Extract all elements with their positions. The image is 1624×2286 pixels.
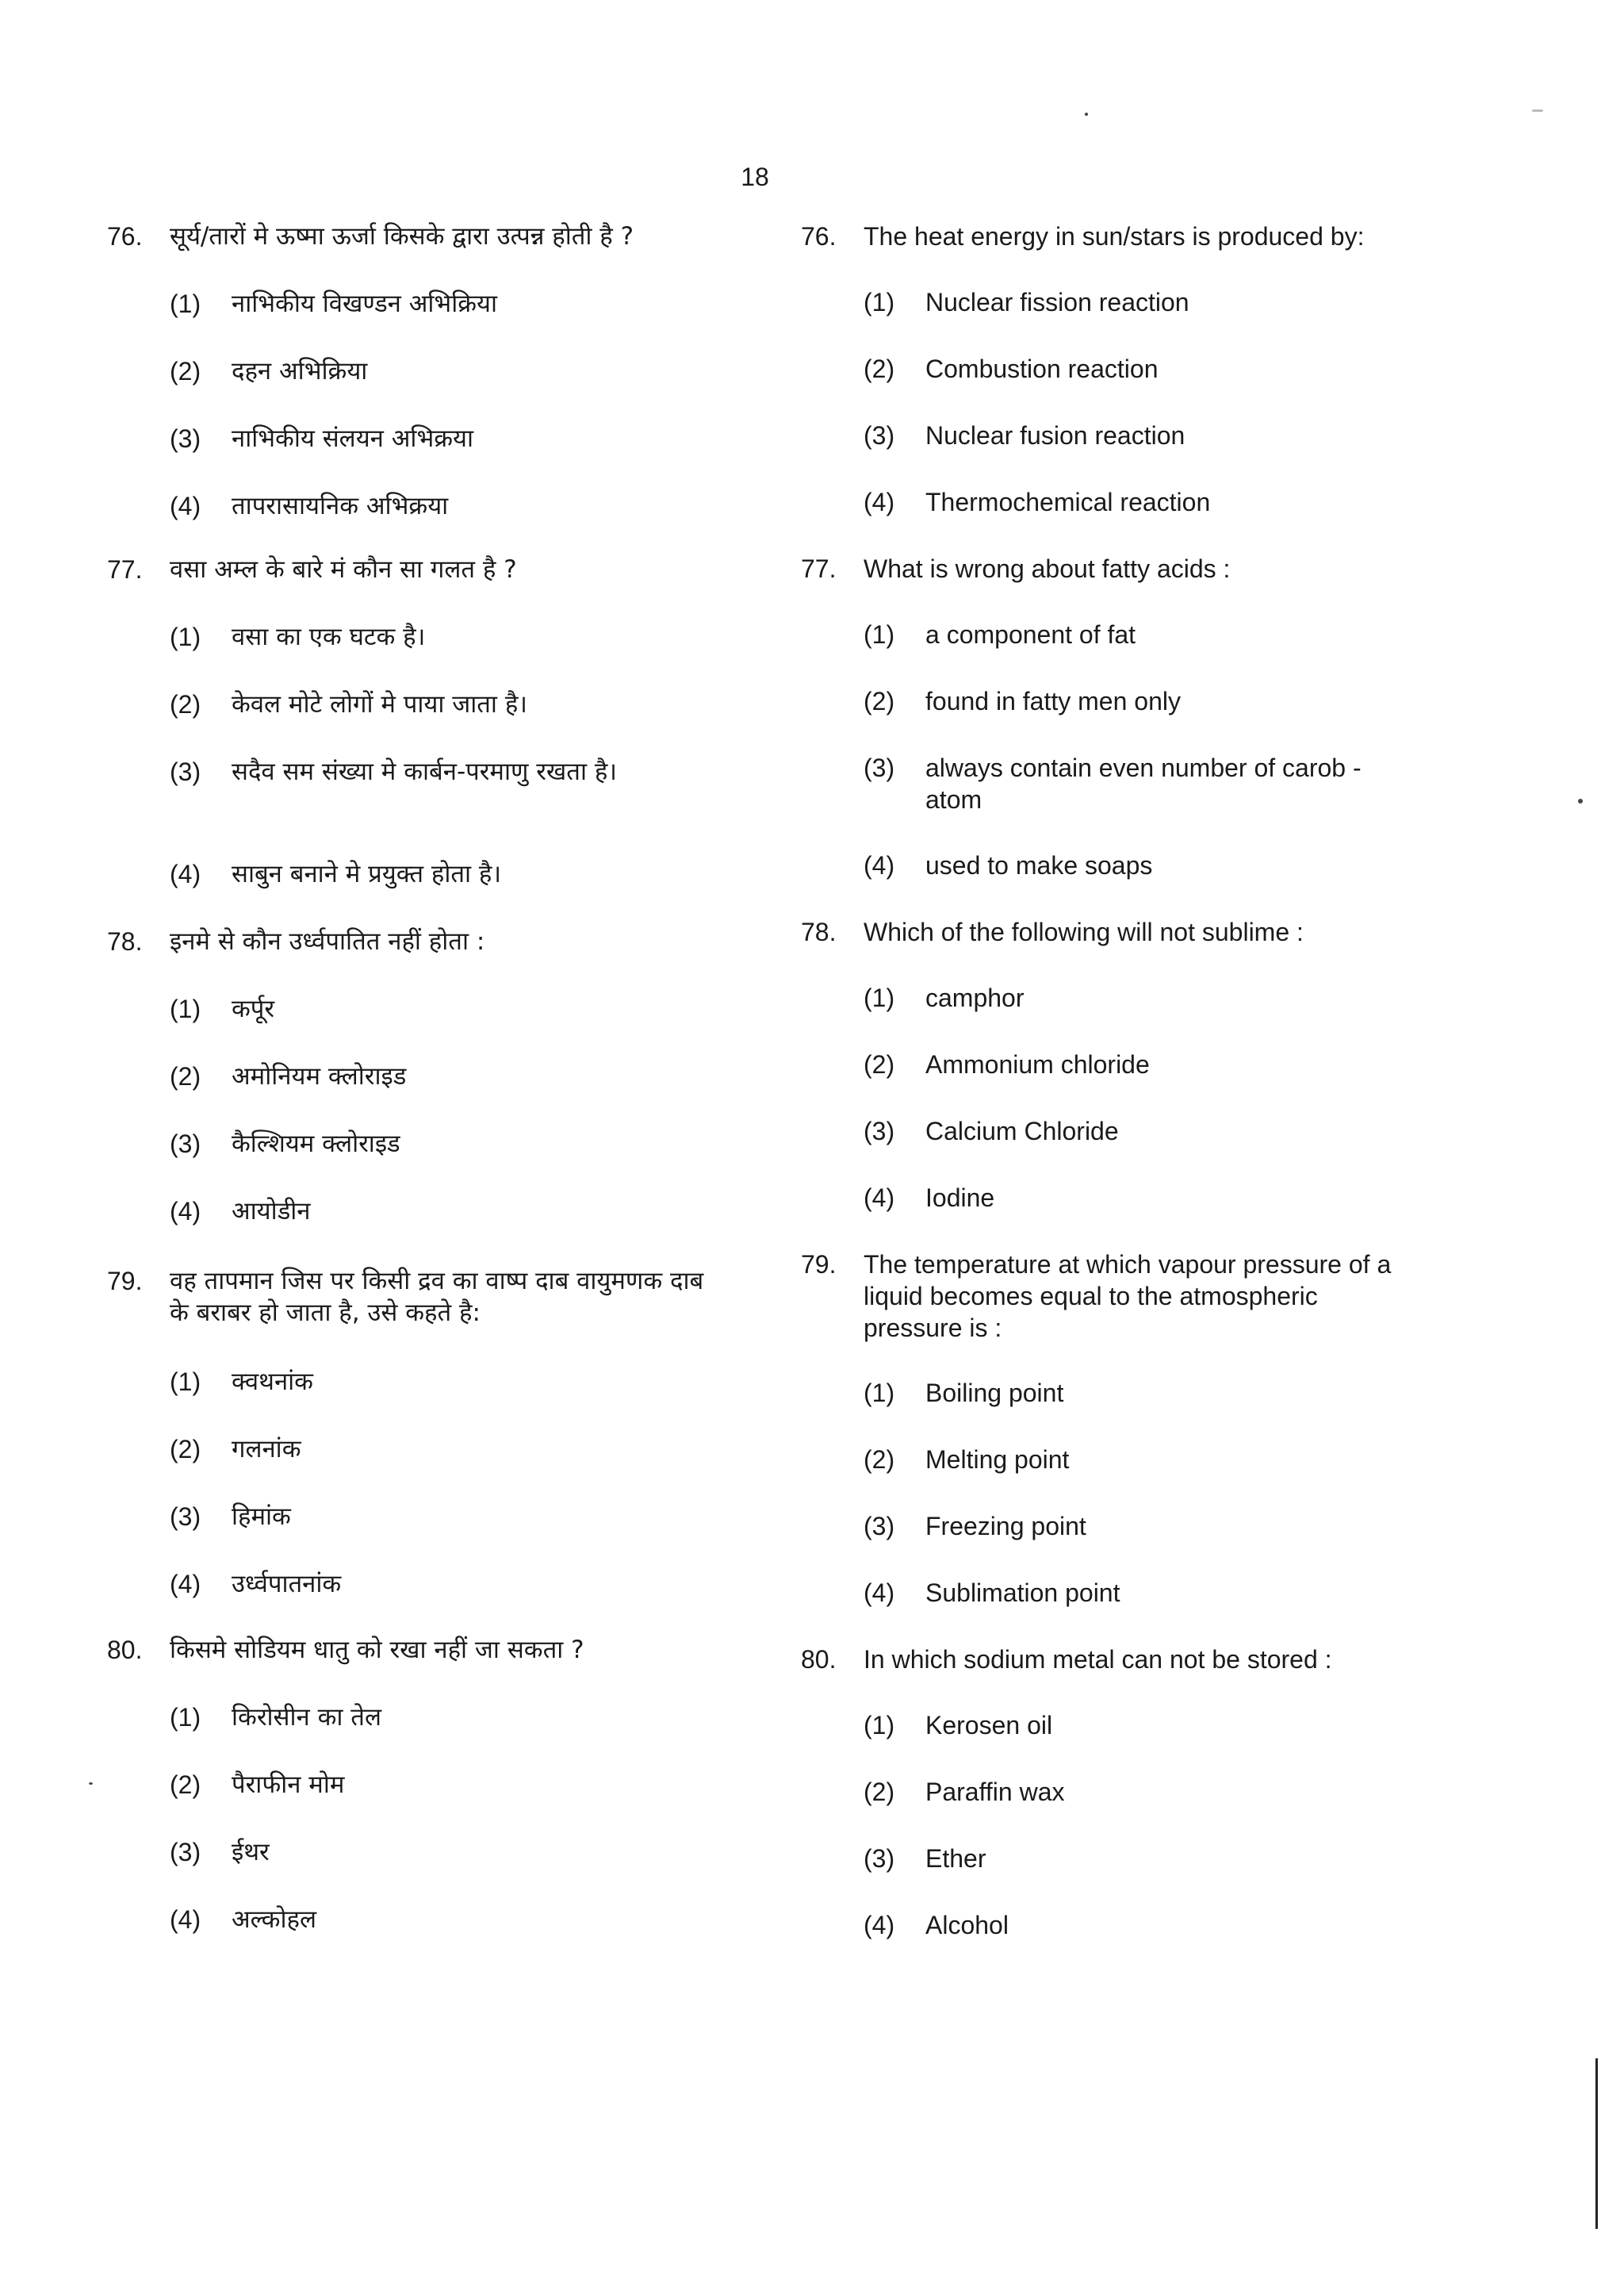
option-text: Paraffin wax — [925, 1778, 1065, 1806]
question-text: वसा अम्ल के बारे मं कौन सा गलत है ? — [170, 555, 517, 584]
option-number: (1) — [864, 288, 895, 316]
option-3 — [864, 420, 1411, 451]
option-number: (3) — [170, 758, 201, 786]
option-1 — [864, 982, 1411, 1014]
question-79-english — [801, 1248, 1427, 1607]
option-number: (1) — [170, 623, 201, 651]
option-number: (2) — [864, 1445, 895, 1474]
option-4 — [170, 1195, 717, 1227]
option-text: Nuclear fusion reaction — [925, 421, 1185, 450]
option-number: (3) — [864, 1117, 895, 1145]
option-number: (2) — [170, 690, 201, 719]
option-number: (3) — [170, 1130, 201, 1158]
option-text: आयोडीन — [232, 1197, 311, 1225]
option-text: उर्ध्वपातनांक — [232, 1570, 342, 1598]
option-3 — [170, 1836, 717, 1868]
option-number: (2) — [170, 1770, 201, 1799]
option-text: Freezing point — [925, 1512, 1086, 1540]
option-2 — [170, 1433, 717, 1465]
option-4 — [170, 490, 717, 522]
option-number: (4) — [170, 1570, 201, 1598]
option-number: (3) — [864, 421, 895, 450]
option-2 — [170, 355, 717, 387]
question-number: 80. — [107, 1636, 143, 1664]
option-3 — [170, 1128, 717, 1160]
option-number: (1) — [864, 620, 895, 649]
option-text: क्वथनांक — [232, 1367, 313, 1396]
option-number: (4) — [864, 488, 895, 516]
option-text: केवल मोटे लोगों मे पाया जाता है। — [232, 690, 528, 719]
option-number: (4) — [170, 1197, 201, 1225]
question-80-hindi — [107, 1634, 726, 1934]
option-number: (3) — [864, 754, 895, 782]
question-number: 78. — [107, 927, 143, 956]
option-number: (1) — [170, 1703, 201, 1732]
option-2 — [864, 1776, 1411, 1808]
option-2 — [864, 1444, 1411, 1475]
option-4 — [864, 486, 1411, 518]
scan-speck — [1578, 799, 1583, 804]
option-number: (3) — [864, 1512, 895, 1540]
option-text: ईथर — [232, 1838, 270, 1866]
option-text: camphor — [925, 984, 1025, 1012]
option-number: (4) — [864, 851, 895, 880]
option-text: Melting point — [925, 1445, 1070, 1474]
question-79-hindi — [107, 1265, 726, 1598]
option-text: नाभिकीय विखण्डन अभिक्रिया — [232, 290, 498, 318]
option-number: (2) — [864, 1050, 895, 1079]
question-text: Which of the following will not sublime : — [864, 918, 1304, 946]
option-4 — [864, 850, 1411, 881]
question-text: इनमे से कौन उर्ध्वपातित नहीं होता : — [170, 927, 485, 956]
option-3 — [170, 1501, 717, 1532]
question-number: 79. — [801, 1250, 837, 1279]
option-4 — [170, 1904, 717, 1935]
option-1 — [170, 621, 717, 653]
question-80-english — [801, 1644, 1427, 1939]
option-2 — [864, 685, 1411, 717]
option-1 — [170, 288, 717, 320]
option-number: (4) — [170, 492, 201, 520]
option-text: अल्कोहल — [232, 1905, 316, 1934]
option-text: कर्पूर — [232, 995, 275, 1023]
option-3 — [170, 756, 717, 788]
option-text: Iodine — [925, 1183, 995, 1212]
option-number: (4) — [864, 1578, 895, 1607]
option-1 — [170, 1701, 717, 1733]
option-number: (3) — [170, 1502, 201, 1531]
option-number: (2) — [864, 1778, 895, 1806]
scan-speck — [1085, 113, 1088, 116]
option-number: (1) — [864, 1379, 895, 1407]
question-76-english — [801, 221, 1427, 516]
option-text: Calcium Chloride — [925, 1117, 1119, 1145]
option-text: a component of fat — [925, 620, 1136, 649]
option-text: गलनांक — [232, 1435, 301, 1463]
option-text: नाभिकीय संलयन अभिक्रया — [232, 424, 474, 453]
option-number: (1) — [170, 995, 201, 1023]
option-number: (1) — [864, 1711, 895, 1739]
question-number: 76. — [801, 222, 837, 251]
option-2 — [864, 353, 1411, 385]
option-text: Nuclear fission reaction — [925, 288, 1189, 316]
question-78-english — [801, 916, 1427, 1212]
option-text: Thermochemical reaction — [925, 488, 1211, 516]
option-text: Ether — [925, 1844, 986, 1873]
option-number: (1) — [864, 984, 895, 1012]
question-number: 76. — [107, 222, 143, 251]
option-text: अमोनियम क्लोराइड — [232, 1062, 407, 1091]
option-text: Combustion reaction — [925, 355, 1159, 383]
option-text: Kerosen oil — [925, 1711, 1053, 1739]
question-text: वह तापमान जिस पर किसी द्रव का वाष्प दाब वायुमणक दाब के बराबर हो जाता है, उसे कहते है: — [170, 1267, 704, 1327]
option-1 — [170, 993, 717, 1025]
option-text: found in fatty men only — [925, 687, 1181, 715]
option-4 — [170, 858, 717, 890]
option-3 — [864, 1115, 1411, 1147]
question-78-hindi — [107, 926, 726, 1225]
option-number: (2) — [864, 687, 895, 715]
option-text: Alcohol — [925, 1911, 1009, 1939]
question-number: 80. — [801, 1645, 837, 1674]
scan-speck — [89, 1782, 93, 1785]
option-text: हिमांक — [232, 1502, 291, 1531]
option-1 — [864, 1377, 1411, 1409]
option-number: (2) — [170, 1062, 201, 1091]
option-text: Sublimation point — [925, 1578, 1120, 1607]
question-number: 77. — [801, 554, 837, 583]
option-text: किरोसीन का तेल — [232, 1703, 381, 1732]
question-number: 77. — [107, 555, 143, 584]
option-number: (3) — [170, 424, 201, 453]
option-text: सदैव सम संख्या मे कार्बन-परमाणु रखता है। — [232, 758, 618, 786]
option-3 — [864, 1510, 1411, 1542]
option-text: Ammonium chloride — [925, 1050, 1150, 1079]
question-text: What is wrong about fatty acids : — [864, 554, 1231, 583]
option-number: (2) — [170, 1435, 201, 1463]
option-text: दहन अभिक्रिया — [232, 357, 368, 385]
option-1 — [864, 619, 1411, 650]
option-text: वसा का एक घटक है। — [232, 623, 426, 651]
question-77-english — [801, 553, 1427, 880]
question-76-hindi — [107, 221, 726, 520]
option-3 — [864, 1843, 1411, 1874]
option-2 — [170, 1769, 717, 1801]
scan-edge-mark — [1532, 109, 1543, 112]
option-1 — [864, 1709, 1411, 1741]
option-4 — [864, 1909, 1411, 1941]
option-text: तापरासायनिक अभिक्रया — [232, 492, 449, 520]
option-text: पैराफीन मोम — [232, 1770, 345, 1799]
option-4 — [864, 1182, 1411, 1214]
option-number: (1) — [170, 1367, 201, 1396]
question-text: In which sodium metal can not be stored : — [864, 1645, 1332, 1674]
option-text: always contain even number of carob - atom — [925, 754, 1362, 814]
option-3 — [170, 423, 717, 455]
question-number: 78. — [801, 918, 837, 946]
question-text: The temperature at which vapour pressure of a liquid becomes equal to the atmospheric pressure is : — [864, 1250, 1392, 1342]
option-number: (4) — [170, 1905, 201, 1934]
option-number: (4) — [864, 1183, 895, 1212]
option-1 — [864, 286, 1411, 318]
option-number: (4) — [864, 1911, 895, 1939]
question-text: The heat energy in sun/stars is produced by: — [864, 222, 1365, 251]
option-number: (4) — [170, 860, 201, 888]
option-number: (3) — [170, 1838, 201, 1866]
option-4 — [170, 1568, 717, 1600]
option-text: used to make soaps — [925, 851, 1153, 880]
question-text: किसमे सोडियम धातु को रखा नहीं जा सकता ? — [170, 1636, 584, 1664]
option-number: (2) — [864, 355, 895, 383]
option-number: (2) — [170, 357, 201, 385]
option-text: कैल्शियम क्लोराइड — [232, 1130, 400, 1158]
option-2 — [170, 1061, 717, 1092]
option-4 — [864, 1577, 1411, 1609]
option-2 — [864, 1049, 1411, 1080]
option-1 — [170, 1366, 717, 1398]
scan-edge-line — [1595, 2058, 1598, 2229]
page-number: 18 — [741, 163, 769, 191]
question-number: 79. — [107, 1267, 143, 1295]
option-number: (3) — [864, 1844, 895, 1873]
option-text: Boiling point — [925, 1379, 1064, 1407]
option-text: साबुन बनाने मे प्रयुक्त होता है। — [232, 860, 502, 888]
option-number: (1) — [170, 290, 201, 318]
option-3 — [864, 752, 1411, 815]
question-text: सूर्य/तारों मे ऊष्मा ऊर्जा किसके द्वारा उत्पन्न होती है ? — [170, 222, 634, 251]
option-2 — [170, 688, 717, 720]
question-77-hindi — [107, 554, 726, 888]
